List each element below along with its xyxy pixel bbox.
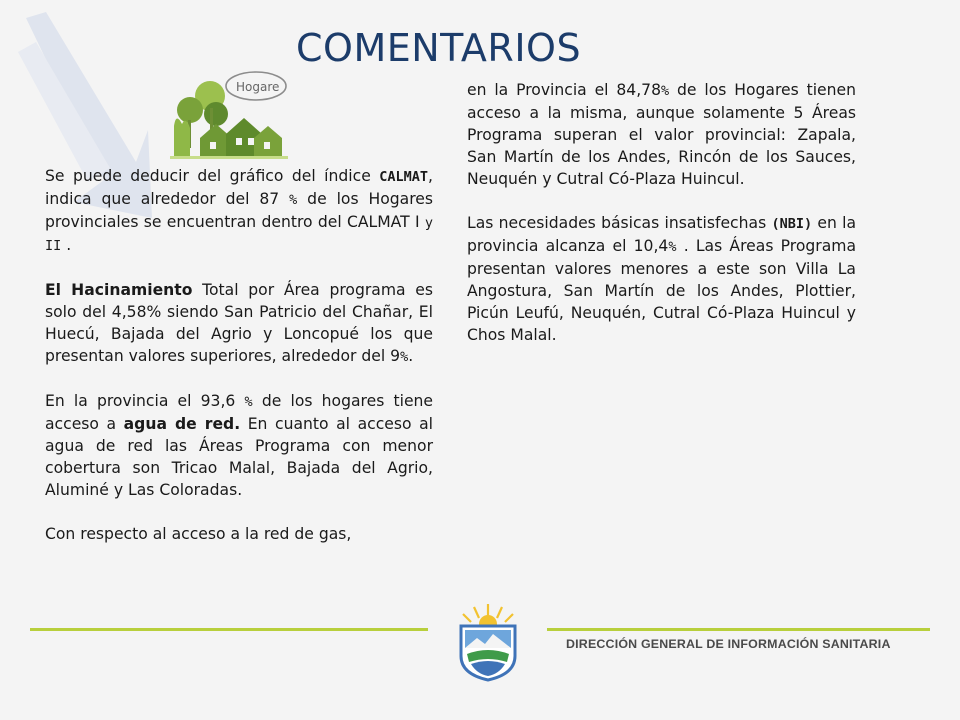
agua-paragraph: En la provincia el 93,6 % de los hogares tiene acceso a agua de red. En cuanto al acceso al agua de red las Áreas Programa con menor cobertura son Tricao Malal, Bajada del Agrio, Aluminé y Las Coloradas. <box>45 392 434 499</box>
gas-paragraph: Con respecto al acceso a la red de gas, <box>45 525 352 543</box>
neuquen-shield-icon <box>449 602 527 682</box>
left-text-column <box>45 165 433 545</box>
organization-name: DIRECCIÓN GENERAL DE INFORMACIÓN SANITARIA <box>566 637 891 651</box>
hacinamiento-paragraph: El Hacinamiento Total por Área programa es solo del 4,58% siendo San Patricio del Chañar, El Huecú, Bajada del Agrio y Loncopué los que presentan valores superiores, alrededor del 9%. <box>45 281 433 365</box>
footer-divider-right <box>547 628 930 631</box>
right-text-column <box>467 79 856 346</box>
logo-text: Hogare <box>236 80 280 94</box>
footer-divider-left <box>30 628 428 631</box>
calmat-paragraph: Se puede deducir del gráfico del índice CALMAT, indica que alrededor del 87 % de los Hogares provinciales se encuentran dentro del CALMAT I y II . <box>45 167 433 254</box>
gas-continuation-paragraph: en la Provincia el 84,78% de los Hogares tienen acceso a la misma, aunque solamente 5 Áreas Programa superan el valor provincial: Zapala, San Martín de los Andes, Rincón de los Sauces, Neuquén y Cutral Có-Plaza Huincul. <box>467 81 856 188</box>
nbi-paragraph: Las necesidades básicas insatisfechas (NBI) en la provincia alcanza el 10,4% . Las Áreas Programa presentan valores menores a este son Villa La Angostura, San Martín de los Andes, Plottier, Picún Leufú, Neuquén, Cutral Có-Plaza Huincul y Chos Malal. <box>467 214 857 344</box>
slide-title: COMENTARIOS <box>296 26 582 70</box>
hogares-houses-trees-icon <box>170 68 300 160</box>
